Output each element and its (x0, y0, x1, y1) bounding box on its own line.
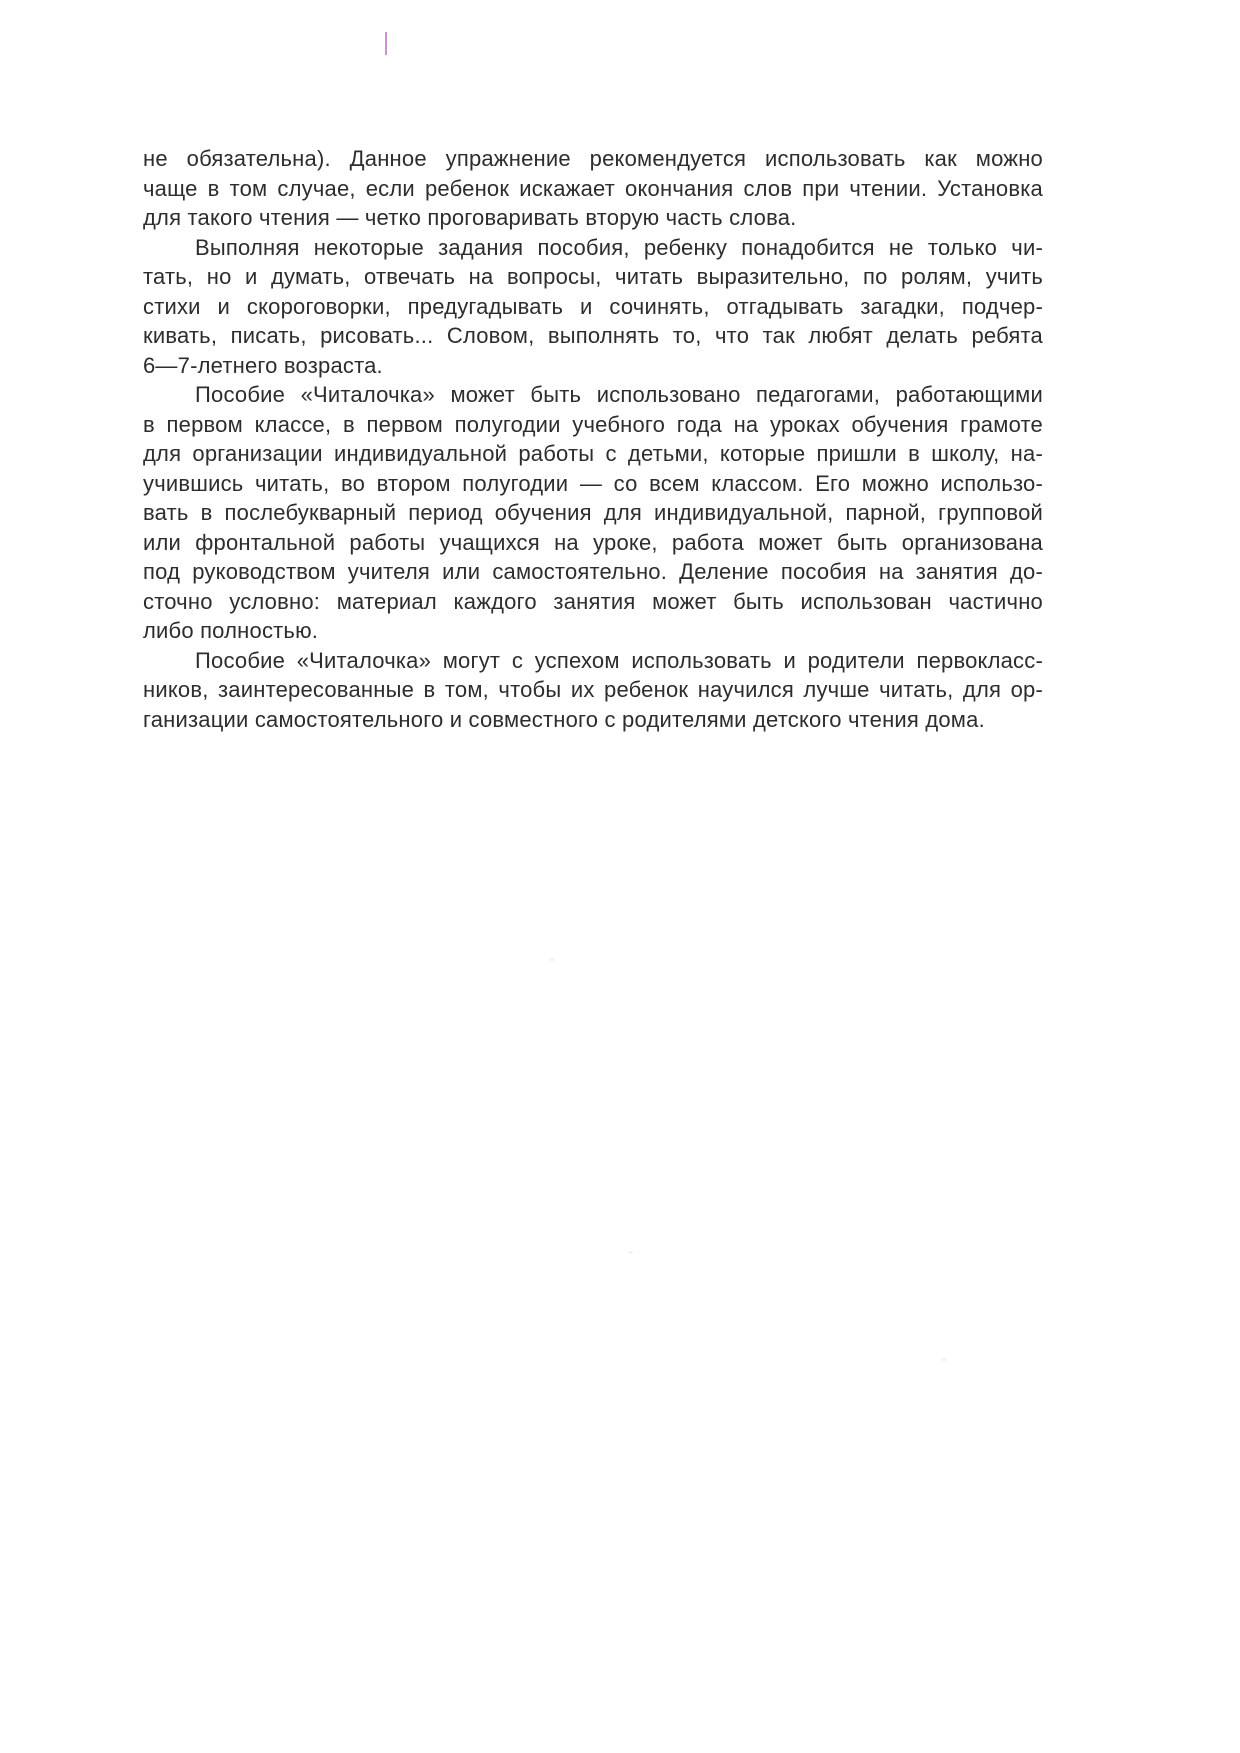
scan-artifact-tick (385, 32, 387, 55)
scan-artifact-smudge (549, 958, 555, 961)
text-line: тать, но и думать, отвечать на вопросы, читать выразительно, по ролям, учить (143, 264, 1043, 289)
text-line: учившись читать, во втором полугодии — со всем классом. Его можно использо- (143, 470, 1043, 496)
text-line: Выполняя некоторые задания пособия, ребенку понадобится не только чи- (195, 234, 1043, 260)
scan-artifact-smudge (628, 1251, 633, 1254)
paragraph (143, 144, 1043, 233)
text-line: под руководством учителя или самостоятельно. Деление пособия на занятия до- (143, 559, 1043, 584)
text-line: ников, заинтересованные в том, чтобы их ребенок научился лучше читать, для ор- (143, 677, 1043, 702)
paragraph (143, 380, 1043, 646)
paragraph (143, 233, 1043, 381)
text-line: для организации индивидуальной работы с детьми, которые пришли в школу, на- (143, 441, 1043, 466)
text-line: для такого чтения — четко проговаривать вторую часть слова. (143, 205, 797, 230)
text-line: сточно условно: материал каждого занятия может быть использован частично (143, 588, 1043, 614)
text-line: 6—7-летнего возраста. (143, 352, 383, 378)
text-line: или фронтальной работы учащихся на уроке, работа может быть организована (143, 529, 1043, 555)
text-line: не обязательна). Данное упражнение рекомендуется использовать как можно (143, 146, 1043, 171)
text-line: ганизации самостоятельного и совместного с родителями детского чтения дома. (143, 706, 985, 732)
text-line: либо полностью. (143, 618, 319, 643)
text-line: вать в послебукварный период обучения для индивидуальной, парной, групповой (143, 500, 1043, 525)
text-line: Пособие «Читалочка» могут с успехом использовать и родители первокласс- (195, 647, 1043, 673)
page-text-block (143, 144, 1043, 734)
text-line: Пособие «Читалочка» может быть использовано педагогами, работающими (195, 382, 1043, 407)
scan-artifact-smudge (941, 1358, 947, 1361)
text-line: кивать, писать, рисовать... Словом, выполнять то, что так любят делать ребята (143, 323, 1043, 348)
text-line: в первом классе, в первом полугодии учебного года на уроках обучения грамоте (143, 411, 1043, 437)
text-line: стихи и скороговорки, предугадывать и сочинять, отгадывать загадки, подчер- (143, 293, 1043, 319)
paragraph (143, 646, 1043, 735)
text-line: чаще в том случае, если ребенок искажает окончания слов при чтении. Установка (143, 175, 1043, 201)
